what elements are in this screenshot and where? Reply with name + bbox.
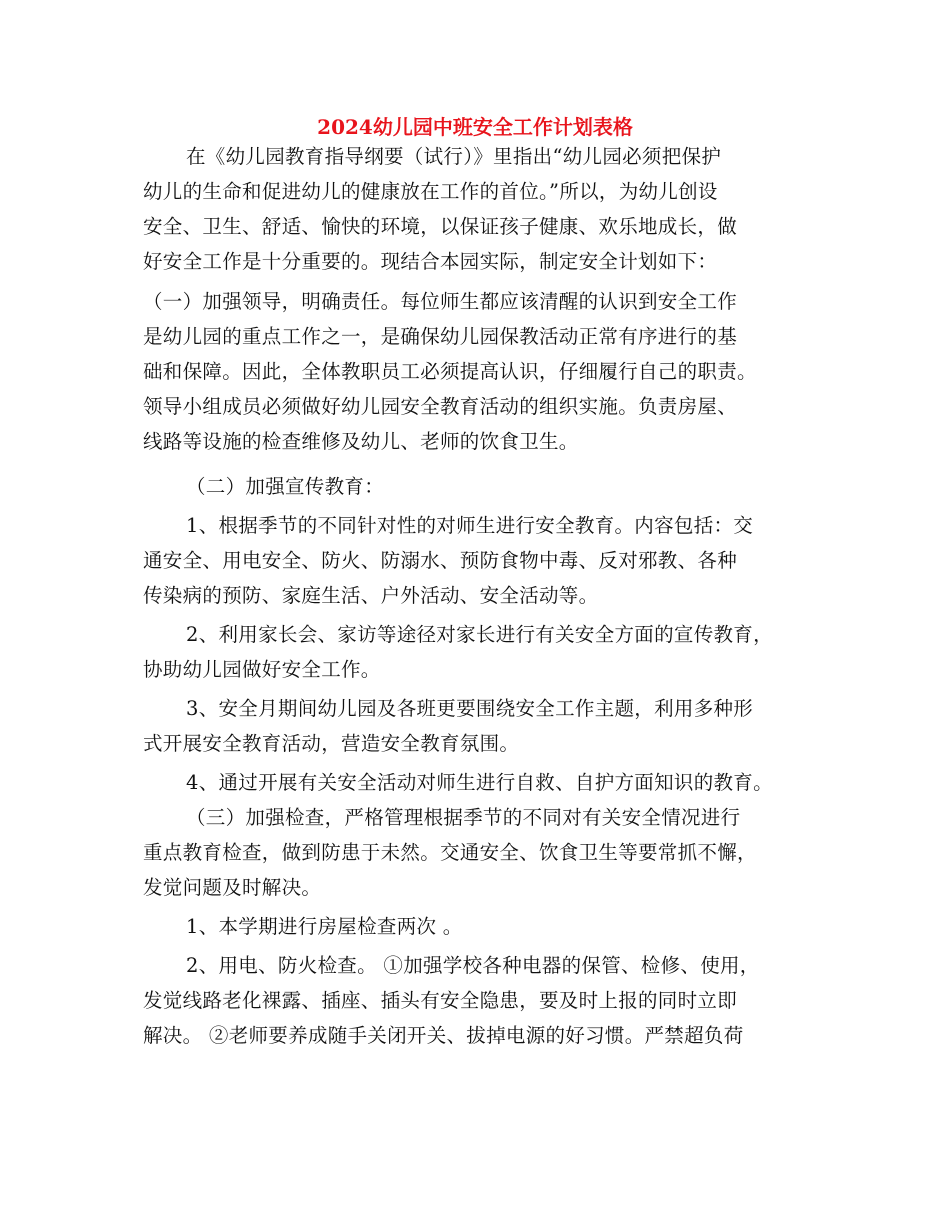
paragraph-line: 发觉线路老化裸露、插座、插头有安全隐患，要及时上报的同时立即 (143, 989, 738, 1012)
paragraph-line: 传染病的预防、家庭生活、户外活动、安全活动等。 (143, 584, 599, 607)
paragraph-line: 协助幼儿园做好安全工作。 (143, 658, 381, 681)
paragraph-line: 好安全工作是十分重要的。现结合本园实际，制定安全计划如下： (143, 250, 718, 273)
paragraph-line: 发觉问题及时解决。 (143, 876, 322, 899)
paragraph-line: 在《幼儿园教育指导纲要（试行）》里指出“幼儿园必须把保护 (186, 145, 722, 168)
paragraph-line: 安全、卫生、舒适、愉快的环境，以保证孩子健康、欢乐地成长，做 (143, 215, 738, 238)
paragraph-line: 1、根据季节的不同针对性的对师生进行安全教育。内容包括：交 (186, 514, 754, 537)
paragraph-line: 重点教育检查，做到防患于未然。交通安全、饮食卫生等要常抓不懈， (143, 841, 757, 864)
paragraph-line: 线路等设施的检查维修及幼儿、老师的饮食卫生。 (143, 430, 579, 453)
paragraph-line: 解决。 ②老师要养成随手关闭开关、拔掉电源的好习惯。严禁超负荷 (143, 1024, 744, 1047)
paragraph-line: 式开展安全教育活动，营造安全教育氛围。 (143, 732, 520, 755)
paragraph-line: 是幼儿园的重点工作之一，是确保幼儿园保教活动正常有序进行的基 (143, 325, 738, 348)
paragraph-line: 2、用电、防火检查。 ①加强学校各种电器的保管、检修、使用， (186, 954, 760, 977)
paragraph-line: 础和保障。因此，全体教职员工必须提高认识，仔细履行自己的职责。 (143, 360, 757, 383)
paragraph-line: 3、安全月期间幼儿园及各班更要围绕安全工作主题，利用多种形 (186, 697, 754, 720)
paragraph-line: 2、利用家长会、家访等途径对家长进行有关安全方面的宣传教育， (186, 623, 773, 646)
paragraph-line: （一）加强领导，明确责任。每位师生都应该清醒的认识到安全工作 (143, 290, 738, 313)
paragraph-line: 幼儿的生命和促进幼儿的健康放在工作的首位。”所以，为幼儿创设 (143, 180, 718, 203)
section-heading: （三）加强检查，严格管理根据季节的不同对有关安全情况进行 (186, 806, 741, 829)
section-heading: （二）加强宣传教育： (186, 475, 385, 498)
paragraph-line: 领导小组成员必须做好幼儿园安全教育活动的组织实施。负责房屋、 (143, 395, 738, 418)
paragraph-line: 1、本学期进行房屋检查两次 。 (186, 915, 463, 938)
document-title: 2024幼儿园中班安全工作计划表格 (317, 115, 633, 139)
paragraph-line: 4、通过开展有关安全活动对师生进行自救、自护方面知识的教育。 (186, 771, 773, 794)
paragraph-line: 通安全、用电安全、防火、防溺水、预防食物中毒、反对邪教、各种 (143, 549, 738, 572)
